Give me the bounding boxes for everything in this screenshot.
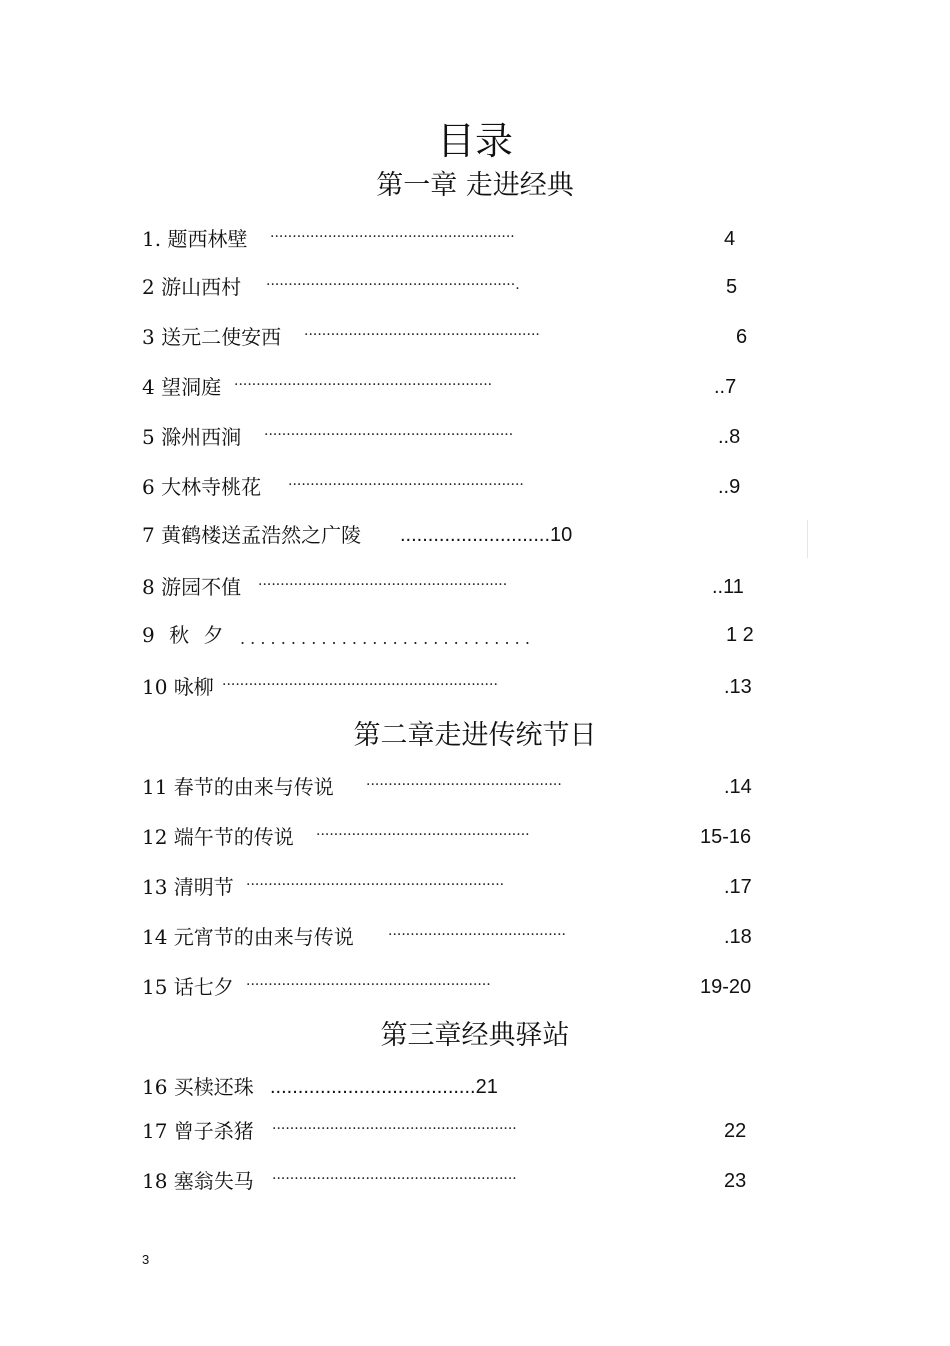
entry-label: 3 送元二使安西 bbox=[142, 325, 282, 349]
entry-page: .....................................21 bbox=[270, 1076, 498, 1098]
chapter-heading-2: 第二章走进传统节日 bbox=[353, 720, 597, 751]
toc-entry[interactable] bbox=[142, 422, 762, 452]
dot-leader: ······························································ bbox=[222, 677, 498, 693]
entry-page: 22 bbox=[724, 1120, 747, 1142]
entry-label: 17 曾子杀猪 bbox=[142, 1119, 254, 1143]
entry-label: 12 端午节的传说 bbox=[142, 825, 294, 849]
entry-page: .18 bbox=[724, 926, 752, 948]
entry-page: .17 bbox=[724, 876, 752, 898]
dot-leader: ························································ bbox=[264, 427, 514, 443]
dot-leader: ······················································· bbox=[246, 977, 491, 993]
entry-label: 5 滁州西涧 bbox=[142, 425, 242, 449]
toc-entry[interactable] bbox=[142, 772, 762, 802]
dot-leader: ············································ bbox=[366, 777, 562, 793]
dot-leader: ····················································· bbox=[304, 327, 540, 343]
toc-entry[interactable] bbox=[142, 972, 762, 1002]
entry-page: 5 bbox=[726, 276, 738, 298]
entry-page: ..8 bbox=[718, 426, 741, 448]
entry-label: 10 咏柳 bbox=[142, 675, 214, 699]
toc-entry[interactable] bbox=[142, 224, 762, 254]
toc-entry[interactable] bbox=[142, 620, 762, 650]
scan-line bbox=[807, 520, 808, 558]
entry-page: ...........................10 bbox=[400, 524, 573, 546]
toc-entry[interactable] bbox=[142, 822, 762, 852]
entry-label: 4 望洞庭 bbox=[142, 375, 222, 399]
toc-entry[interactable] bbox=[142, 1072, 762, 1102]
dot-leader: ························································. bbox=[266, 277, 520, 293]
dot-leader: ················································ bbox=[316, 827, 530, 843]
toc-entry[interactable] bbox=[142, 1166, 762, 1196]
entry-page: .14 bbox=[724, 776, 752, 798]
entry-label: 14 元宵节的由来与传说 bbox=[142, 925, 354, 949]
entry-page: 1 2 bbox=[726, 624, 754, 646]
dot-leader: . . . . . . . . . . . . . . . . . . . . . . . . . . . . . bbox=[240, 629, 530, 648]
dot-leader: ····················································· bbox=[288, 477, 524, 493]
entry-label: 16 买椟还珠 bbox=[142, 1075, 254, 1099]
toc-entry[interactable] bbox=[142, 322, 762, 352]
entry-page: 4 bbox=[724, 228, 736, 250]
entry-page: .13 bbox=[724, 676, 752, 698]
dot-leader: ························································ bbox=[258, 577, 508, 593]
entry-page: ..9 bbox=[718, 476, 741, 498]
toc-entry[interactable] bbox=[142, 472, 762, 502]
dot-leader: ······················································· bbox=[272, 1121, 517, 1137]
entry-label: 11 春节的由来与传说 bbox=[142, 775, 334, 799]
entry-label: 6 大林寺桃花 bbox=[142, 475, 262, 499]
dot-leader: ·························································· bbox=[234, 377, 493, 393]
toc-entry[interactable] bbox=[142, 1116, 762, 1146]
entry-label: 15 话七夕 bbox=[142, 975, 234, 999]
dot-leader: ······················································· bbox=[270, 229, 515, 245]
entry-label: 13 清明节 bbox=[142, 875, 234, 899]
chapter-heading-1: 第一章 走进经典 bbox=[376, 170, 574, 201]
entry-label: 7 黄鹤楼送孟浩然之广陵 bbox=[142, 523, 362, 547]
entry-page: 19-20 bbox=[700, 976, 752, 998]
page-number: 3 bbox=[142, 1252, 150, 1267]
toc-entry[interactable] bbox=[142, 922, 762, 952]
toc-entry[interactable] bbox=[142, 272, 762, 302]
toc-title: 目录 bbox=[436, 119, 513, 163]
dot-leader: ······················································· bbox=[272, 1171, 517, 1187]
toc-entry[interactable] bbox=[142, 572, 762, 602]
entry-label: 9 秋 夕 bbox=[142, 623, 228, 647]
toc-entry[interactable] bbox=[142, 872, 762, 902]
dot-leader: ········································ bbox=[388, 927, 567, 943]
entry-label: 1. 题西林壁 bbox=[142, 227, 248, 251]
chapter-heading-3: 第三章经典驿站 bbox=[380, 1020, 570, 1051]
entry-label: 18 塞翁失马 bbox=[142, 1169, 254, 1193]
entry-page: ..7 bbox=[714, 376, 737, 398]
entry-page: 23 bbox=[724, 1170, 747, 1192]
toc-entry[interactable] bbox=[142, 372, 762, 402]
entry-page: 15-16 bbox=[700, 826, 752, 848]
dot-leader: ·························································· bbox=[246, 877, 505, 893]
entry-page: ..11 bbox=[712, 576, 744, 598]
toc-entry[interactable] bbox=[142, 672, 762, 702]
toc-entry[interactable] bbox=[142, 520, 762, 550]
entry-page: 6 bbox=[736, 326, 748, 348]
entry-label: 2 游山西村 bbox=[142, 275, 242, 299]
entry-label: 8 游园不值 bbox=[142, 575, 242, 599]
